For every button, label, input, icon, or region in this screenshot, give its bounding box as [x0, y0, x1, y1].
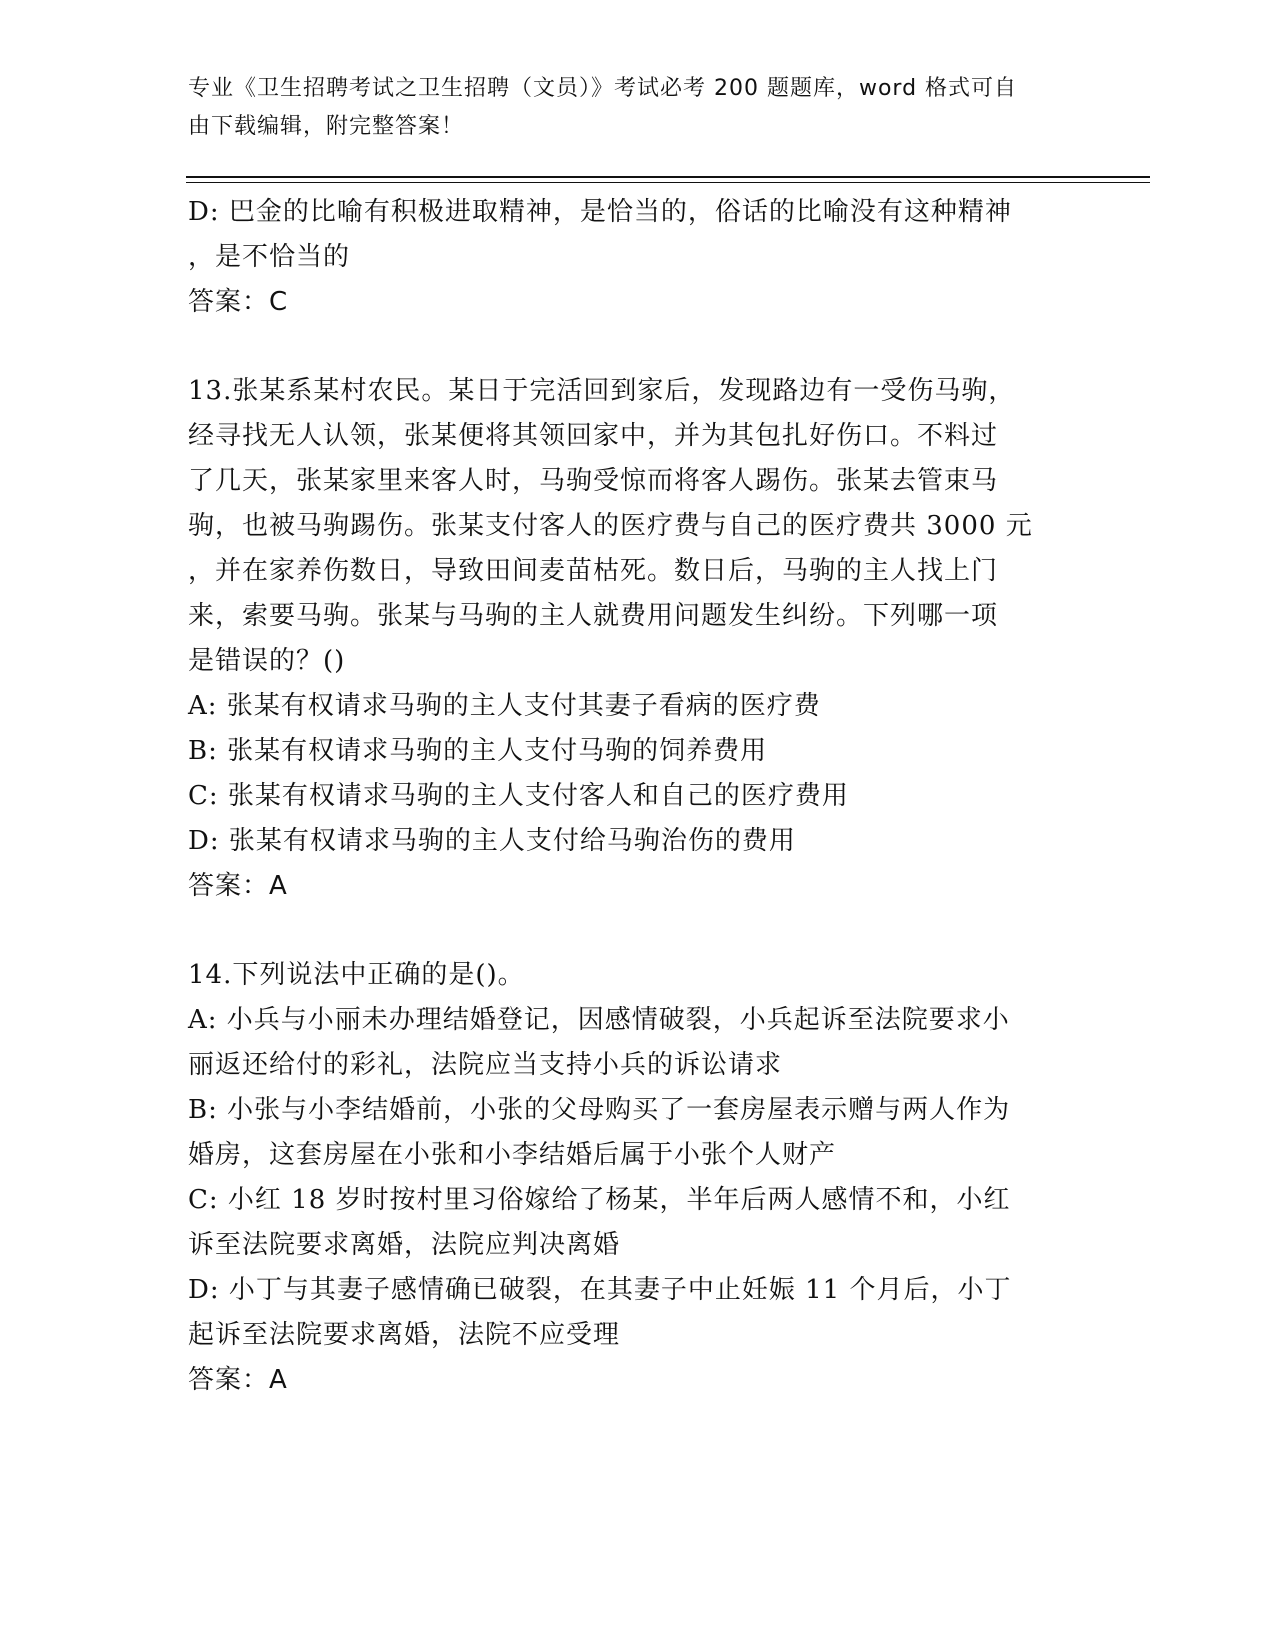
question-13	[188, 369, 1088, 909]
option-d-line-1: D: 小丁与其妻子感情确已破裂，在其妻子中止妊娠 11 个月后，小丁	[188, 1275, 1012, 1305]
option-c-line-1: C: 小红 18 岁时按村里习俗嫁给了杨某，半年后两人感情不和，小红	[188, 1185, 1011, 1215]
answer-line: 答案：C	[188, 287, 289, 317]
document-body	[188, 190, 1088, 1403]
option-d-line-2: ，是不恰当的	[188, 242, 351, 272]
option-b: B: 张某有权请求马驹的主人支付马驹的饲养费用	[188, 736, 768, 766]
option-a-line-1: A: 小兵与小丽未办理结婚登记，因感情破裂，小兵起诉至法院要求小	[188, 1005, 1010, 1035]
question-stem-line: 驹，也被马驹踢伤。张某支付客人的医疗费与自己的医疗费共 3000 元	[188, 511, 1033, 541]
spacer	[188, 325, 1088, 369]
option-d-line-1: D: 巴金的比喻有积极进取精神，是恰当的，俗话的比喻没有这种精神	[188, 197, 1012, 227]
answer-line: 答案：A	[188, 1365, 288, 1395]
option-a: A: 张某有权请求马驹的主人支付其妻子看病的医疗费	[188, 691, 821, 721]
question-stem-line: ，并在家养伤数日，导致田间麦苗枯死。数日后，马驹的主人找上门	[188, 556, 999, 586]
header-line-2: 由下载编辑，附完整答案！	[188, 114, 465, 139]
question-14	[188, 953, 1088, 1403]
option-b-line-1: B: 小张与小李结婚前，小张的父母购买了一套房屋表示赠与两人作为	[188, 1095, 1011, 1125]
question-stem-line: 14.下列说法中正确的是()。	[188, 960, 525, 990]
option-c: C: 张某有权请求马驹的主人支付客人和自己的医疗费用	[188, 781, 849, 811]
spacer	[188, 909, 1088, 953]
question-stem-line: 13.张某系某村农民。某日于完活回到家后，发现路边有一受伤马驹，	[188, 376, 1016, 406]
page-header	[188, 70, 1068, 146]
previous-question-tail	[188, 190, 1088, 325]
header-rule-thick	[186, 176, 1150, 178]
option-c-line-2: 诉至法院要求离婚，法院应判决离婚	[188, 1230, 621, 1260]
answer-line: 答案：A	[188, 871, 288, 901]
question-stem-line: 了几天，张某家里来客人时，马驹受惊而将客人踢伤。张某去管束马	[188, 466, 999, 496]
option-d: D: 张某有权请求马驹的主人支付给马驹治伤的费用	[188, 826, 796, 856]
option-d-line-2: 起诉至法院要求离婚，法院不应受理	[188, 1320, 621, 1350]
question-stem-line: 来，索要马驹。张某与马驹的主人就费用问题发生纠纷。下列哪一项	[188, 601, 999, 631]
option-b-line-2: 婚房，这套房屋在小张和小李结婚后属于小张个人财产	[188, 1140, 837, 1170]
question-stem-line: 是错误的？()	[188, 646, 346, 676]
header-line-1: 专业《卫生招聘考试之卫生招聘（文员）》考试必考 200 题题库，word 格式可自	[188, 76, 1018, 101]
question-stem-line: 经寻找无人认领，张某便将其领回家中，并为其包扎好伤口。不料过	[188, 421, 999, 451]
header-rule-thin	[186, 182, 1150, 183]
option-a-line-2: 丽返还给付的彩礼，法院应当支持小兵的诉讼请求	[188, 1050, 783, 1080]
